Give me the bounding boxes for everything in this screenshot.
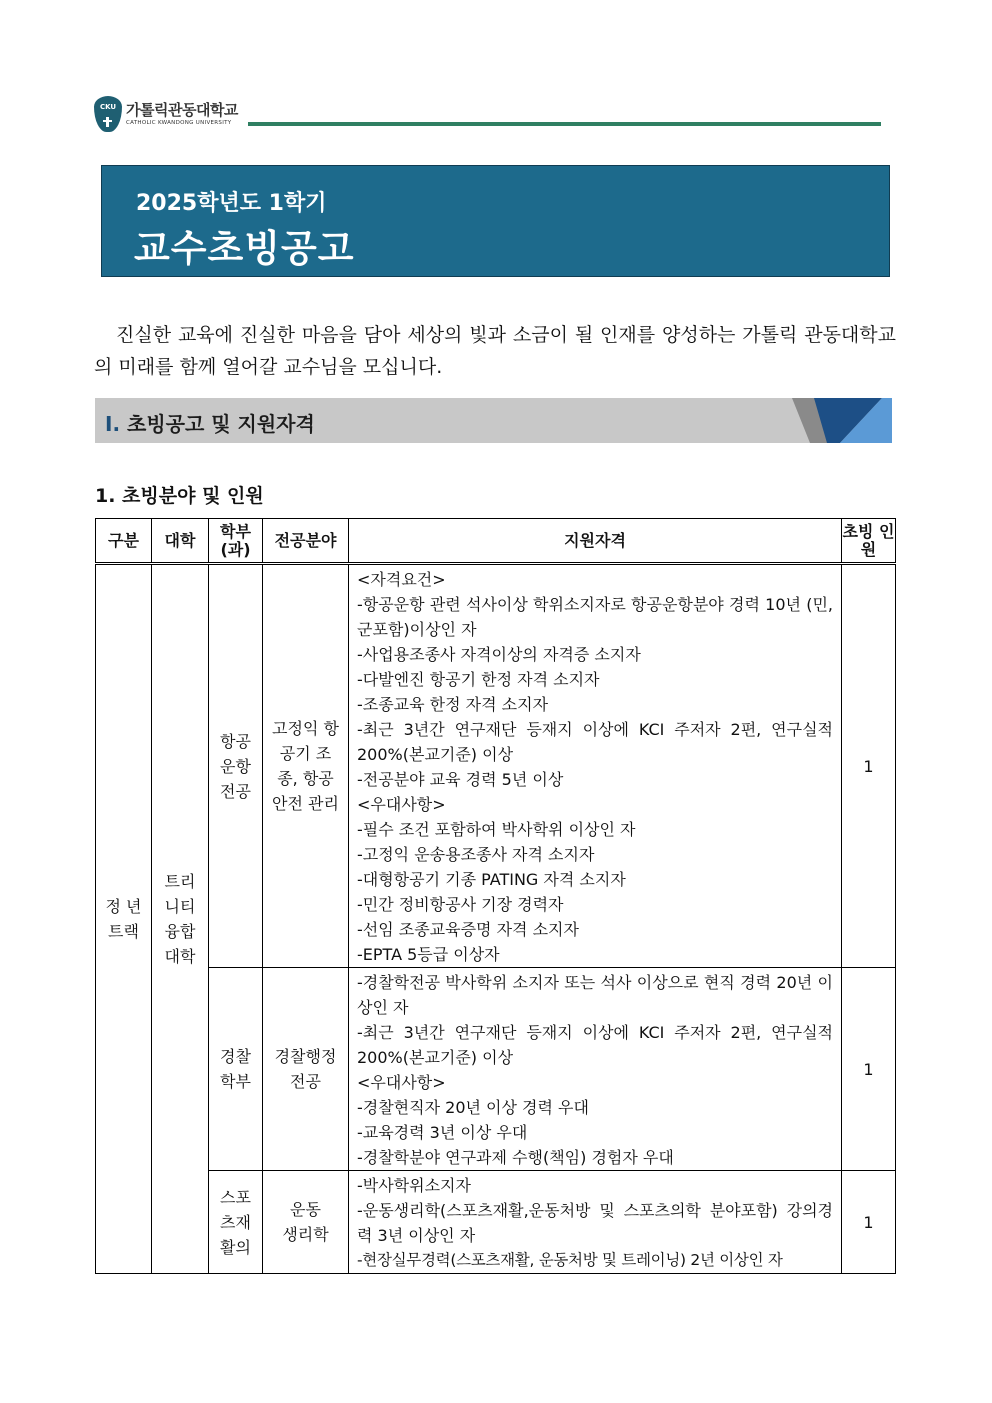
header-category: 구분 [96, 519, 152, 564]
qualification-item: -고정익 운송용조종사 자격 소지자 [357, 845, 595, 864]
university-logo [94, 96, 238, 132]
qualification-item: -전공분야 교육 경력 5년 이상 [357, 770, 564, 789]
college-cell: 트리 니티 융합 대학 [152, 564, 209, 1274]
section-title: 초빙공고 및 지원자격 [127, 412, 315, 436]
logo-mark-text: CKU [99, 103, 117, 111]
section-number: Ⅰ. [105, 412, 121, 436]
field-cell: 경찰행정 전공 [263, 968, 349, 1171]
section-decoration-icon [792, 398, 892, 443]
banner-subtitle: 2025학년도 1학기 [136, 191, 327, 216]
qualifications-cell [349, 968, 842, 1171]
table-row [96, 1171, 896, 1274]
header-divider [248, 122, 881, 126]
qualification-item: -경찰학분야 연구과제 수행(책임) 경험자 우대 [357, 1148, 674, 1167]
university-emblem-icon [94, 96, 122, 132]
table-row [96, 968, 896, 1171]
header-count: 초빙 인원 [842, 519, 896, 564]
count-cell: 1 [842, 564, 896, 968]
table-row [96, 564, 896, 968]
qualification-item: -최근 3년간 연구재단 등재지 이상에 KCI 주저자 2편, 연구실적 200%(본교기준) 이상 [357, 1023, 833, 1067]
qualification-item: -민간 정비항공사 기장 경력자 [357, 895, 564, 914]
section-header [95, 398, 892, 443]
qualification-item: -운동생리학(스포츠재활,운동처방 및 스포츠의학 분야포함) 강의경력 3년 이상인 자 [357, 1201, 833, 1245]
department-cell: 경찰 학부 [209, 968, 263, 1171]
qualification-item: -박사학위소지자 [357, 1176, 471, 1195]
header-field: 전공분야 [263, 519, 349, 564]
department-cell: 스포 츠재 활의 [209, 1171, 263, 1274]
qualifications-cell [349, 1171, 842, 1274]
logo-english-name: CATHOLIC KWANDONG UNIVERSITY [126, 119, 232, 126]
qualifications-cell [349, 564, 842, 968]
qualification-item: -현장실무경력(스포츠재활, 운동처방 및 트레이닝) 2년 이상인 자 [357, 1251, 783, 1269]
qualification-item: -EPTA 5등급 이상자 [357, 945, 500, 964]
category-cell: 정 년 트랙 [96, 564, 152, 1274]
field-cell: 운동 생리학 [263, 1171, 349, 1274]
qualification-item: -경찰학전공 박사학위 소지자 또는 석사 이상으로 현직 경력 20년 이상인 자 [357, 973, 833, 1017]
recruitment-table [95, 518, 896, 1274]
qualification-item: -선임 조종교육증명 자격 소지자 [357, 920, 579, 939]
qualification-item: -항공운항 관련 석사이상 학위소지자로 항공운항분야 경력 10년 (민,군포함)이상인 자 [357, 595, 833, 639]
count-cell: 1 [842, 1171, 896, 1274]
title-banner [101, 165, 890, 277]
qualification-item: -사업용조종사 자격이상의 자격증 소지자 [357, 645, 641, 664]
qualification-item: -필수 조건 포함하여 박사학위 이상인 자 [357, 820, 636, 839]
qualification-item: -다발엔진 항공기 한정 자격 소지자 [357, 670, 600, 689]
table-header-row [96, 519, 896, 564]
subsection-title: 1. 초빙분야 및 인원 [95, 485, 264, 507]
qualification-item: <우대사항> [357, 795, 446, 814]
qualification-item: -교육경력 3년 이상 우대 [357, 1123, 528, 1142]
qualification-item: <우대사항> [357, 1073, 446, 1092]
department-cell: 항공 운항 전공 [209, 564, 263, 968]
qualification-item: -조종교육 한정 자격 소지자 [357, 695, 549, 714]
intro-paragraph [94, 319, 896, 383]
header-college: 대학 [152, 519, 209, 564]
qualification-item: <자격요건> [357, 570, 446, 589]
qualification-item: -대형항공기 기종 PATING 자격 소지자 [357, 870, 626, 889]
page-title: 교수초빙공고 [134, 227, 355, 270]
logo-korean-name: 가톨릭관동대학교 [126, 100, 238, 119]
qualification-item: -최근 3년간 연구재단 등재지 이상에 KCI 주저자 2편, 연구실적 200%(본교기준) 이상 [357, 720, 833, 764]
header-qualifications: 지원자격 [349, 519, 842, 564]
field-cell: 고정익 항공기 조종, 항공안전 관리 [263, 564, 349, 968]
count-cell: 1 [842, 968, 896, 1171]
header-department: 학부 (과) [209, 519, 263, 564]
intro-text: 진실한 교육에 진실한 마음을 담아 세상의 빛과 소금이 될 인재를 양성하는 가톨릭 관동대학교의 미래를 함께 열어갈 교수님을 모십니다. [94, 324, 896, 378]
qualification-item: -경찰현직자 20년 이상 경력 우대 [357, 1098, 589, 1117]
